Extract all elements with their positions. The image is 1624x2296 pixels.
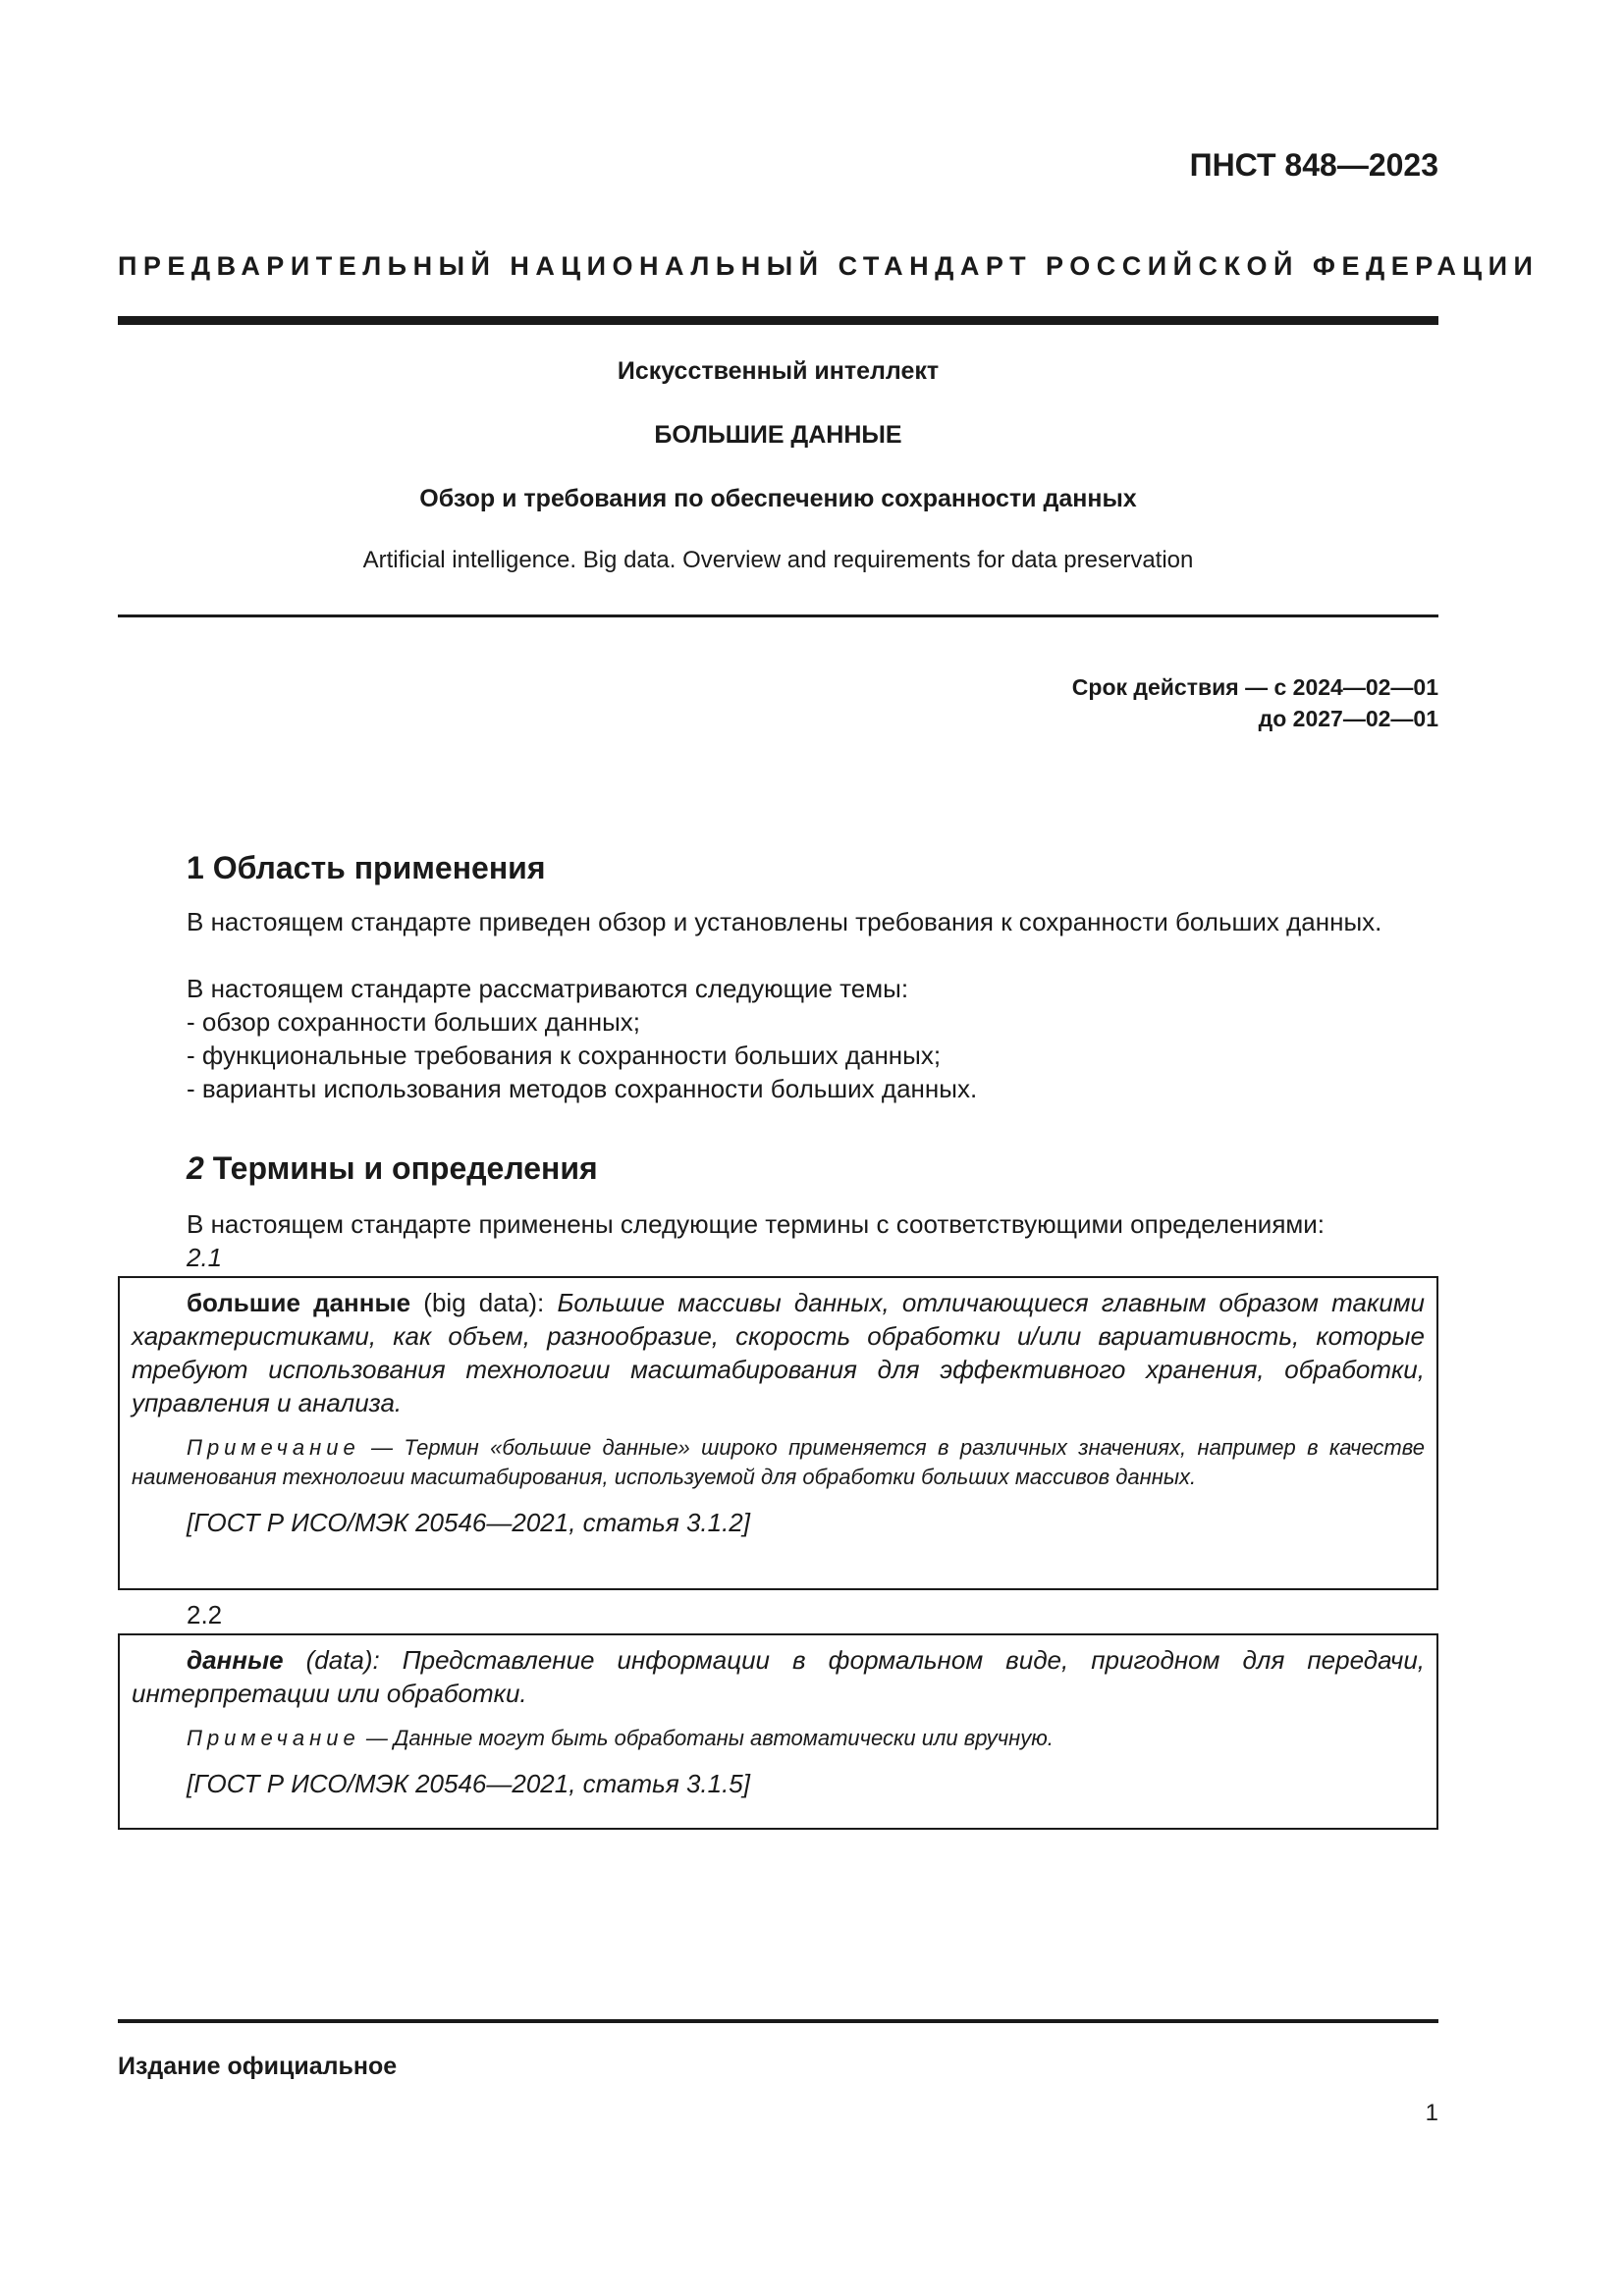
term-english: (big data): [423,1288,545,1317]
term-english: (data): [305,1645,380,1675]
section-2-title: Термины и определения [212,1150,598,1186]
section-1-para-1: В настоящем стандарте приведен обзор и установлены требования к сохранности больших данных. [187,907,1382,936]
term-number: 2.2 [187,1600,223,1629]
section-2-number: 2 [187,1150,204,1186]
document-classification: ПРЕДВАРИТЕЛЬНЫЙ НАЦИОНАЛЬНЫЙ СТАНДАРТ РОССИЙСКОЙ ФЕДЕРАЦИИ [118,251,1540,281]
term-source: [ГОСТ Р ИСО/МЭК 20546—2021, статья 3.1.5] [187,1769,750,1798]
term-word: данные [187,1645,284,1675]
term-note [132,1724,1425,1753]
term-word: большие данные [187,1288,411,1317]
list-item: - функциональные требования к сохранности больших данных; [187,1041,942,1070]
page-number: 1 [1425,2100,1438,2126]
section-1-para-2: В настоящем стандарте рассматриваются следующие темы: [187,974,909,1003]
term-box-big-data [118,1276,1438,1590]
term-number: 2.1 [187,1243,223,1272]
footer-rule [118,2019,1438,2023]
document-number: ПНСТ 848—2023 [1189,147,1438,183]
title-english: Artificial intelligence. Big data. Overview and requirements for data preservation [362,547,1194,573]
title-rule [118,614,1438,617]
section-2-intro: В настоящем стандарте применены следующие термины с соответствующими определениями: [187,1209,1326,1239]
title-subject: Искусственный интеллект [617,357,940,385]
note-text: — Термин «большие данные» широко применяется в различных значениях, например в качестве наименования технологии масштабирования, используемой для обработки больших массивов данных. [132,1435,1425,1489]
term-definition [132,1643,1425,1710]
term-definition-text: Большие массивы данных, отличающиеся главным образом такими характеристиками, как объем, разнообразие, скорость обработки и/или вариативность, которые требуют использования технологии масштабирования для эффективного хранения, обработки, управления и анализа. [132,1288,1425,1417]
title-main: БОЛЬШИЕ ДАННЫЕ [654,421,902,449]
term-definition-text: Представление информации в формальном виде, пригодном для передачи, интерпретации или обработки. [132,1645,1425,1708]
section-1-heading: 1 Область применения [187,850,546,885]
list-item: - обзор сохранности больших данных; [187,1007,641,1037]
term-box-data [118,1633,1438,1830]
validity-period [1072,671,1438,734]
document-page [118,0,1540,2296]
list-item: - варианты использования методов сохранности больших данных. [187,1074,978,1103]
note-label: Примечание [187,1726,360,1750]
header-rule [118,316,1438,325]
term-source: [ГОСТ Р ИСО/МЭК 20546—2021, статья 3.1.2] [187,1508,750,1537]
validity-from: Срок действия — с 2024—02—01 [1071,674,1438,700]
validity-to: до 2027—02—01 [1258,706,1438,731]
term-definition [132,1286,1425,1419]
note-label: Примечание [187,1435,360,1460]
note-text: — Данные могут быть обработаны автоматически или вручную. [359,1726,1054,1750]
title-sub: Обзор и требования по обеспечению сохранности данных [419,485,1137,512]
term-note [132,1433,1425,1492]
section-2-heading [187,1150,598,1187]
edition-label: Издание официальное [118,2053,398,2080]
